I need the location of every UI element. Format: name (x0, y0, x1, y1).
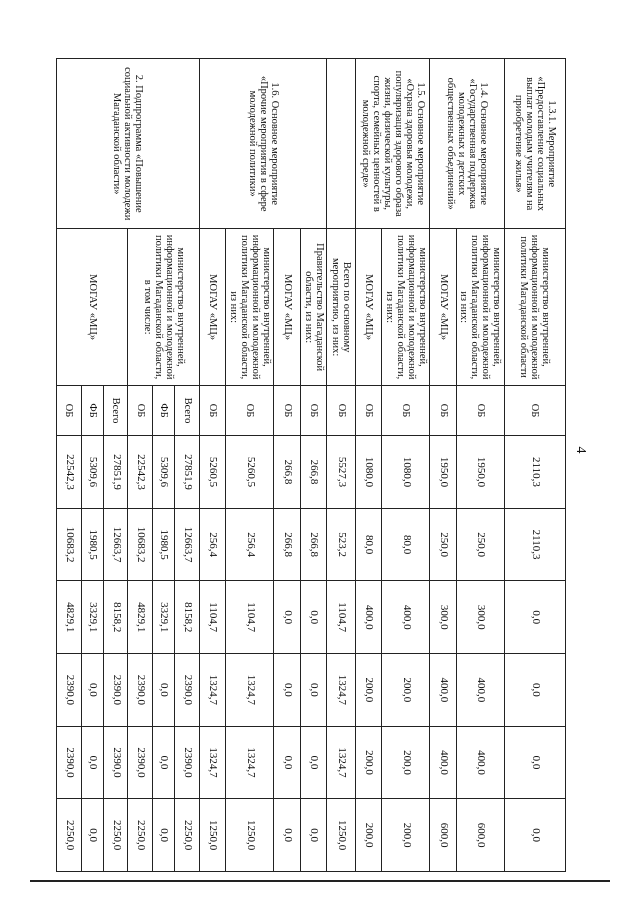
page-number: 4 (573, 446, 588, 454)
executor-cell: министерство внутренней, информационной и молодежной политики Магаданской области, из них: (382, 229, 430, 385)
year-value-cell: 600,0 (430, 799, 457, 872)
executor-cell: министерство внутренней, информационной и молодежной политики Магаданской области, из них: (226, 229, 274, 385)
table-row (175, 59, 199, 872)
table-row (504, 59, 565, 872)
year-value-cell: 400,0 (430, 726, 457, 799)
year-value-cell: 200,0 (382, 654, 430, 727)
year-value-cell: 1324,7 (226, 654, 274, 727)
year-value-cell: 1324,7 (199, 726, 226, 799)
year-value-cell: 600,0 (456, 799, 504, 872)
executor-cell: министерство внутренней, информационной и молодежной политики Магаданской области, в том числе: (128, 229, 199, 385)
funding-source-cell: ОБ (128, 385, 152, 435)
year-value-cell: 200,0 (382, 726, 430, 799)
year-value-cell: 300,0 (456, 581, 504, 654)
total-value-cell: 5527,3 (327, 436, 356, 509)
table-row (456, 59, 504, 872)
year-value-cell: 250,0 (430, 508, 457, 581)
total-value-cell: 5260,5 (226, 436, 274, 509)
total-value-cell: 5260,5 (199, 436, 226, 509)
funding-source-cell: ОБ (456, 385, 504, 435)
year-value-cell: 400,0 (456, 726, 504, 799)
activity-name-cell: 1.6. Основное мероприятие «Прочие мероприятия в сфере молодежной политики» (199, 59, 326, 229)
total-value-cell: 1080,0 (382, 436, 430, 509)
year-value-cell: 2250,0 (128, 799, 152, 872)
year-value-cell: 0,0 (152, 726, 174, 799)
funding-source-cell: ОБ (199, 385, 226, 435)
total-value-cell: 2110,3 (504, 436, 565, 509)
year-value-cell: 1104,7 (226, 581, 274, 654)
year-value-cell: 1980,5 (81, 508, 103, 581)
executor-cell: МОГАУ «МЦ» (57, 229, 128, 385)
funding-source-cell: ОБ (57, 385, 82, 435)
year-value-cell: 0,0 (300, 799, 327, 872)
year-value-cell: 2390,0 (128, 654, 152, 727)
year-value-cell: 1104,7 (327, 581, 356, 654)
funding-source-cell: ОБ (274, 385, 301, 435)
year-value-cell: 2110,3 (504, 508, 565, 581)
year-value-cell: 2390,0 (57, 654, 82, 727)
year-value-cell: 1324,7 (226, 726, 274, 799)
executor-cell: министерство внутренней, информационной и молодежной политики Магаданской области, из них: (456, 229, 504, 385)
executor-cell: Правительство Магаданской области, из них: (300, 229, 327, 385)
year-value-cell: 300,0 (430, 581, 457, 654)
funding-source-cell: Всего (104, 385, 128, 435)
year-value-cell: 0,0 (274, 799, 301, 872)
year-value-cell: 2390,0 (175, 654, 199, 727)
footer-rule (30, 880, 610, 882)
budget-table (56, 58, 566, 872)
year-value-cell: 400,0 (456, 654, 504, 727)
total-value-cell: 266,8 (274, 436, 301, 509)
year-value-cell: 0,0 (81, 726, 103, 799)
year-value-cell: 3329,1 (152, 581, 174, 654)
year-value-cell: 2390,0 (104, 654, 128, 727)
year-value-cell: 1324,7 (327, 654, 356, 727)
year-value-cell: 8158,2 (104, 581, 128, 654)
year-value-cell: 8158,2 (175, 581, 199, 654)
year-value-cell: 400,0 (355, 581, 382, 654)
total-value-cell: 22542,3 (128, 436, 152, 509)
year-value-cell: 2390,0 (175, 726, 199, 799)
year-value-cell: 256,4 (199, 508, 226, 581)
total-value-cell: 27851,9 (104, 436, 128, 509)
executor-cell: МОГАУ «МЦ» (430, 229, 457, 385)
year-value-cell: 400,0 (382, 581, 430, 654)
year-value-cell: 2250,0 (175, 799, 199, 872)
funding-source-cell: Всего (175, 385, 199, 435)
funding-source-cell: ОБ (504, 385, 565, 435)
total-value-cell: 5309,6 (81, 436, 103, 509)
year-value-cell: 2250,0 (57, 799, 82, 872)
year-value-cell: 4829,1 (57, 581, 82, 654)
year-value-cell: 0,0 (274, 726, 301, 799)
year-value-cell: 0,0 (81, 654, 103, 727)
year-value-cell: 1324,7 (199, 654, 226, 727)
year-value-cell: 1250,0 (199, 799, 226, 872)
year-value-cell: 0,0 (504, 726, 565, 799)
year-value-cell: 200,0 (355, 726, 382, 799)
year-value-cell: 0,0 (504, 654, 565, 727)
funding-source-cell: ОБ (327, 385, 356, 435)
year-value-cell: 2390,0 (104, 726, 128, 799)
year-value-cell: 266,8 (274, 508, 301, 581)
total-value-cell: 5309,6 (152, 436, 174, 509)
year-value-cell: 523,2 (327, 508, 356, 581)
year-value-cell: 0,0 (300, 581, 327, 654)
total-value-cell: 1080,0 (355, 436, 382, 509)
executor-cell: министерство внутренней, информационной и молодежной политики Магаданской области (504, 229, 565, 385)
year-value-cell: 0,0 (81, 799, 103, 872)
total-value-cell: 1950,0 (430, 436, 457, 509)
funding-source-cell: ОБ (382, 385, 430, 435)
year-value-cell: 0,0 (274, 581, 301, 654)
year-value-cell: 4829,1 (128, 581, 152, 654)
year-value-cell: 1250,0 (226, 799, 274, 872)
year-value-cell: 2390,0 (128, 726, 152, 799)
activity-name-cell (327, 59, 356, 229)
year-value-cell: 0,0 (504, 581, 565, 654)
executor-cell: МОГАУ «МЦ» (199, 229, 226, 385)
year-value-cell: 0,0 (152, 654, 174, 727)
activity-name-cell: 1.3.1. Мероприятие «Предоставление социальных выплат молодым учителям на приобретение жилья» (504, 59, 565, 229)
executor-cell: МОГАУ «МЦ» (355, 229, 382, 385)
year-value-cell: 10683,2 (57, 508, 82, 581)
activity-name-cell: 1.5. Основное мероприятие «Охрана здоровья молодежи, популяризация здорового образа жизни, физической культуры, спорта, семейных ценностей в молодежной среде» (355, 59, 429, 229)
funding-source-cell: ФБ (152, 385, 174, 435)
table-row (300, 59, 327, 872)
year-value-cell: 1104,7 (199, 581, 226, 654)
funding-source-cell: ФБ (81, 385, 103, 435)
funding-source-cell: ОБ (226, 385, 274, 435)
total-value-cell: 266,8 (300, 436, 327, 509)
year-value-cell: 0,0 (274, 654, 301, 727)
year-value-cell: 256,4 (226, 508, 274, 581)
executor-cell: МОГАУ «МЦ» (274, 229, 301, 385)
year-value-cell: 2390,0 (57, 726, 82, 799)
year-value-cell: 3329,1 (81, 581, 103, 654)
year-value-cell: 266,8 (300, 508, 327, 581)
total-value-cell: 27851,9 (175, 436, 199, 509)
table-row (327, 59, 356, 872)
funding-source-cell: ОБ (355, 385, 382, 435)
year-value-cell: 1250,0 (327, 799, 356, 872)
total-value-cell: 1950,0 (456, 436, 504, 509)
year-value-cell: 400,0 (430, 654, 457, 727)
year-value-cell: 0,0 (300, 654, 327, 727)
executor-cell: Всего по основному мероприятию, из них: (327, 229, 356, 385)
total-value-cell: 22542,3 (57, 436, 82, 509)
year-value-cell: 2250,0 (104, 799, 128, 872)
year-value-cell: 0,0 (152, 799, 174, 872)
year-value-cell: 1324,7 (327, 726, 356, 799)
year-value-cell: 0,0 (504, 799, 565, 872)
year-value-cell: 200,0 (355, 799, 382, 872)
funding-source-cell: ОБ (300, 385, 327, 435)
budget-table-sheet (56, 58, 566, 872)
table-row (382, 59, 430, 872)
year-value-cell: 12663,7 (104, 508, 128, 581)
year-value-cell: 80,0 (382, 508, 430, 581)
year-value-cell: 0,0 (300, 726, 327, 799)
year-value-cell: 250,0 (456, 508, 504, 581)
year-value-cell: 10683,2 (128, 508, 152, 581)
activity-name-cell: 1.4. Основное мероприятие «Государственная поддержка молодежных и детских общественных объединений» (430, 59, 504, 229)
year-value-cell: 12663,7 (175, 508, 199, 581)
year-value-cell: 200,0 (355, 654, 382, 727)
year-value-cell: 1980,5 (152, 508, 174, 581)
activity-name-cell: 2. Подпрограмма «Повышение социальной активности молодежи Магаданской области» (57, 59, 200, 229)
funding-source-cell: ОБ (430, 385, 457, 435)
year-value-cell: 80,0 (355, 508, 382, 581)
year-value-cell: 200,0 (382, 799, 430, 872)
